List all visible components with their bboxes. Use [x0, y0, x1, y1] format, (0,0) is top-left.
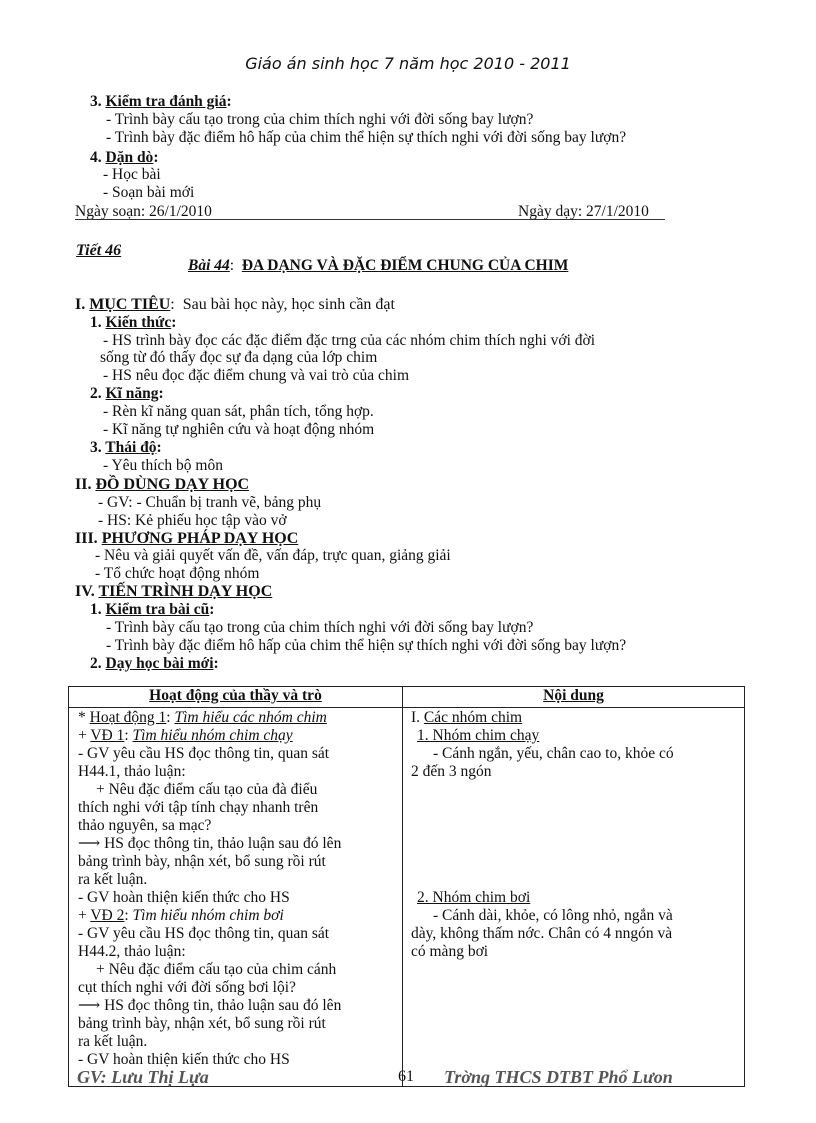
list-item: - Trình bày đặc điểm hô hấp của chim thể hiện sự thích nghi với đời sống bay lượn?	[106, 637, 627, 654]
subsection-knowledge-heading: 1. Kiến thức:	[90, 314, 177, 331]
table-text-line: - GV hoàn thiện kiến thức cho HS	[78, 889, 290, 906]
footer-teacher: GV: Lưu Thị Lựa	[77, 1067, 209, 1087]
section-homework-heading: 4. Dặn dò:	[90, 149, 159, 166]
list-item: - Trình bày cấu tạo trong của chim thích nghi với đời sống bay lượn?	[106, 619, 534, 636]
section-methods-heading: III. PHƯƠNG PHÁP DẠY HỌC	[75, 530, 299, 547]
content-subheading: 1. Nhóm chim chạy	[417, 727, 540, 744]
table-cell-activities	[69, 708, 403, 1087]
table-text-line: ⟶ HS đọc thông tin, thảo luận sau đó lên	[78, 997, 342, 1014]
subsection-attitude-heading: 3. Thái độ:	[90, 439, 162, 456]
table-text-line: ra kết luận.	[78, 871, 148, 888]
table-text-line: - GV yêu cầu HS đọc thông tin, quan sát	[78, 745, 330, 762]
list-item: - Trình bày cấu tạo trong của chim thích nghi với đời sống bay lượn?	[106, 111, 534, 128]
subsection-skills-heading: 2. Kĩ năng:	[90, 385, 164, 402]
table-text-line: thảo nguyên, sa mạc?	[78, 817, 212, 834]
list-item: sống từ đó thấy đọc sự đa dạng của lớp chim	[100, 349, 378, 366]
footer-school: Trờng THCS DTBT Phổ Lưon	[444, 1067, 673, 1087]
lesson-period: Tiết 46	[76, 242, 122, 259]
content-heading: I. Các nhóm chim	[411, 709, 523, 726]
table-text-line: + Nêu đặc điểm cấu tạo của chim cánh	[96, 961, 337, 978]
table-header-activities: Hoạt động của thầy và trò	[69, 687, 403, 708]
list-item: - Soạn bài mới	[103, 184, 195, 201]
table-text-line: - GV hoàn thiện kiến thức cho HS	[78, 1051, 290, 1068]
activity-heading: * Hoạt động 1: Tìm hiểu các nhóm chim	[78, 709, 327, 726]
list-item: - HS nêu đọc đặc điểm chung và vai trò của chim	[103, 367, 410, 384]
section-procedure-heading: IV. TIẾN TRÌNH DẠY HỌC	[75, 583, 273, 600]
section-materials-heading: II. ĐỒ DÙNG DẠY HỌC	[75, 476, 250, 493]
table-header-content: Nội dung	[403, 687, 745, 708]
list-item: - Rèn kĩ năng quan sát, phân tích, tổng hợp.	[103, 403, 374, 420]
table-text-line: + Nêu đặc điểm cấu tạo của đà điểu	[96, 781, 318, 798]
arrow-right-icon: ⟶	[78, 835, 101, 852]
list-item: - Nêu và giải quyết vấn đề, vấn đáp, trực quan, giảng giải	[95, 547, 451, 564]
content-subheading: 2. Nhóm chim bơi	[417, 889, 531, 906]
list-item: - GV: - Chuẩn bị tranh vẽ, bảng phụ	[98, 494, 322, 511]
section-evaluation-heading: 3. Kiểm tra đánh giá:	[90, 93, 232, 110]
table-text-line: - GV yêu cầu HS đọc thông tin, quan sát	[78, 925, 330, 942]
list-item: - HS trình bày đọc các đặc điểm đặc trng của các nhóm chim thích nghi với đời	[103, 332, 596, 349]
subactivity-heading: + VĐ 1: Tìm hiểu nhóm chim chạy	[78, 727, 293, 744]
table-cell-content	[403, 708, 745, 1087]
table-text-line: cụt thích nghi với đời sống bơi lội?	[78, 979, 296, 996]
table-text-line: ra kết luận.	[78, 1033, 148, 1050]
table-text-line: thích nghi với tập tính chạy nhanh trên	[78, 799, 319, 816]
table-text-line: H44.1, thảo luận:	[78, 763, 186, 780]
subactivity-heading: + VĐ 2: Tìm hiểu nhóm chim bơi	[78, 907, 284, 924]
table-text-line: bảng trình bày, nhận xét, bổ sung rồi rút	[78, 853, 326, 870]
subsection-new-lesson-heading: 2. Dạy học bài mới:	[90, 655, 219, 672]
list-item: - HS: Kẻ phiếu học tập vào vở	[98, 512, 287, 529]
table-text-line: - Cánh dài, khỏe, có lông nhỏ, ngắn và	[433, 907, 673, 924]
section-objectives-heading: I. MỤC TIÊU: Sau bài học này, học sinh cần đạt	[75, 296, 395, 313]
lesson-table	[68, 686, 745, 1087]
table-text-line: có màng bơi	[411, 943, 489, 960]
subsection-review-heading: 1. Kiểm tra bài cũ:	[90, 601, 215, 618]
table-text-line: 2 đến 3 ngón	[411, 763, 492, 780]
table-text-line: ⟶ HS đọc thông tin, thảo luận sau đó lên	[78, 835, 342, 852]
prep-date: Ngày soạn: 26/1/2010	[75, 203, 212, 220]
list-item: - Yêu thích bộ môn	[103, 457, 223, 474]
list-item: - Kĩ năng tự nghiên cứu và hoạt động nhóm	[103, 421, 375, 438]
arrow-right-icon: ⟶	[78, 997, 101, 1014]
list-item: - Học bài	[103, 166, 161, 183]
table-text-line: dày, không thấm nớc. Chân có 4 nngón và	[411, 925, 673, 942]
list-item: - Tổ chức hoạt động nhóm	[95, 565, 260, 582]
page-header-title: Giáo án sinh học 7 năm học 2010 - 2011	[245, 54, 571, 73]
table-text-line: - Cánh ngắn, yếu, chân cao to, khỏe có	[433, 745, 674, 762]
list-item: - Trình bày đặc điểm hô hấp của chim thể hiện sự thích nghi với đời sống bay lượn?	[106, 129, 627, 146]
page-number: 61	[398, 1068, 414, 1085]
table-text-line: bảng trình bày, nhận xét, bổ sung rồi rút	[78, 1015, 326, 1032]
teach-date: Ngày dạy: 27/1/2010	[518, 203, 649, 220]
table-text-line: H44.2, thảo luận:	[78, 943, 186, 960]
lesson-title: Bài 44: ĐA DẠNG VÀ ĐẶC ĐIỂM CHUNG CỦA CHIM	[188, 257, 569, 274]
